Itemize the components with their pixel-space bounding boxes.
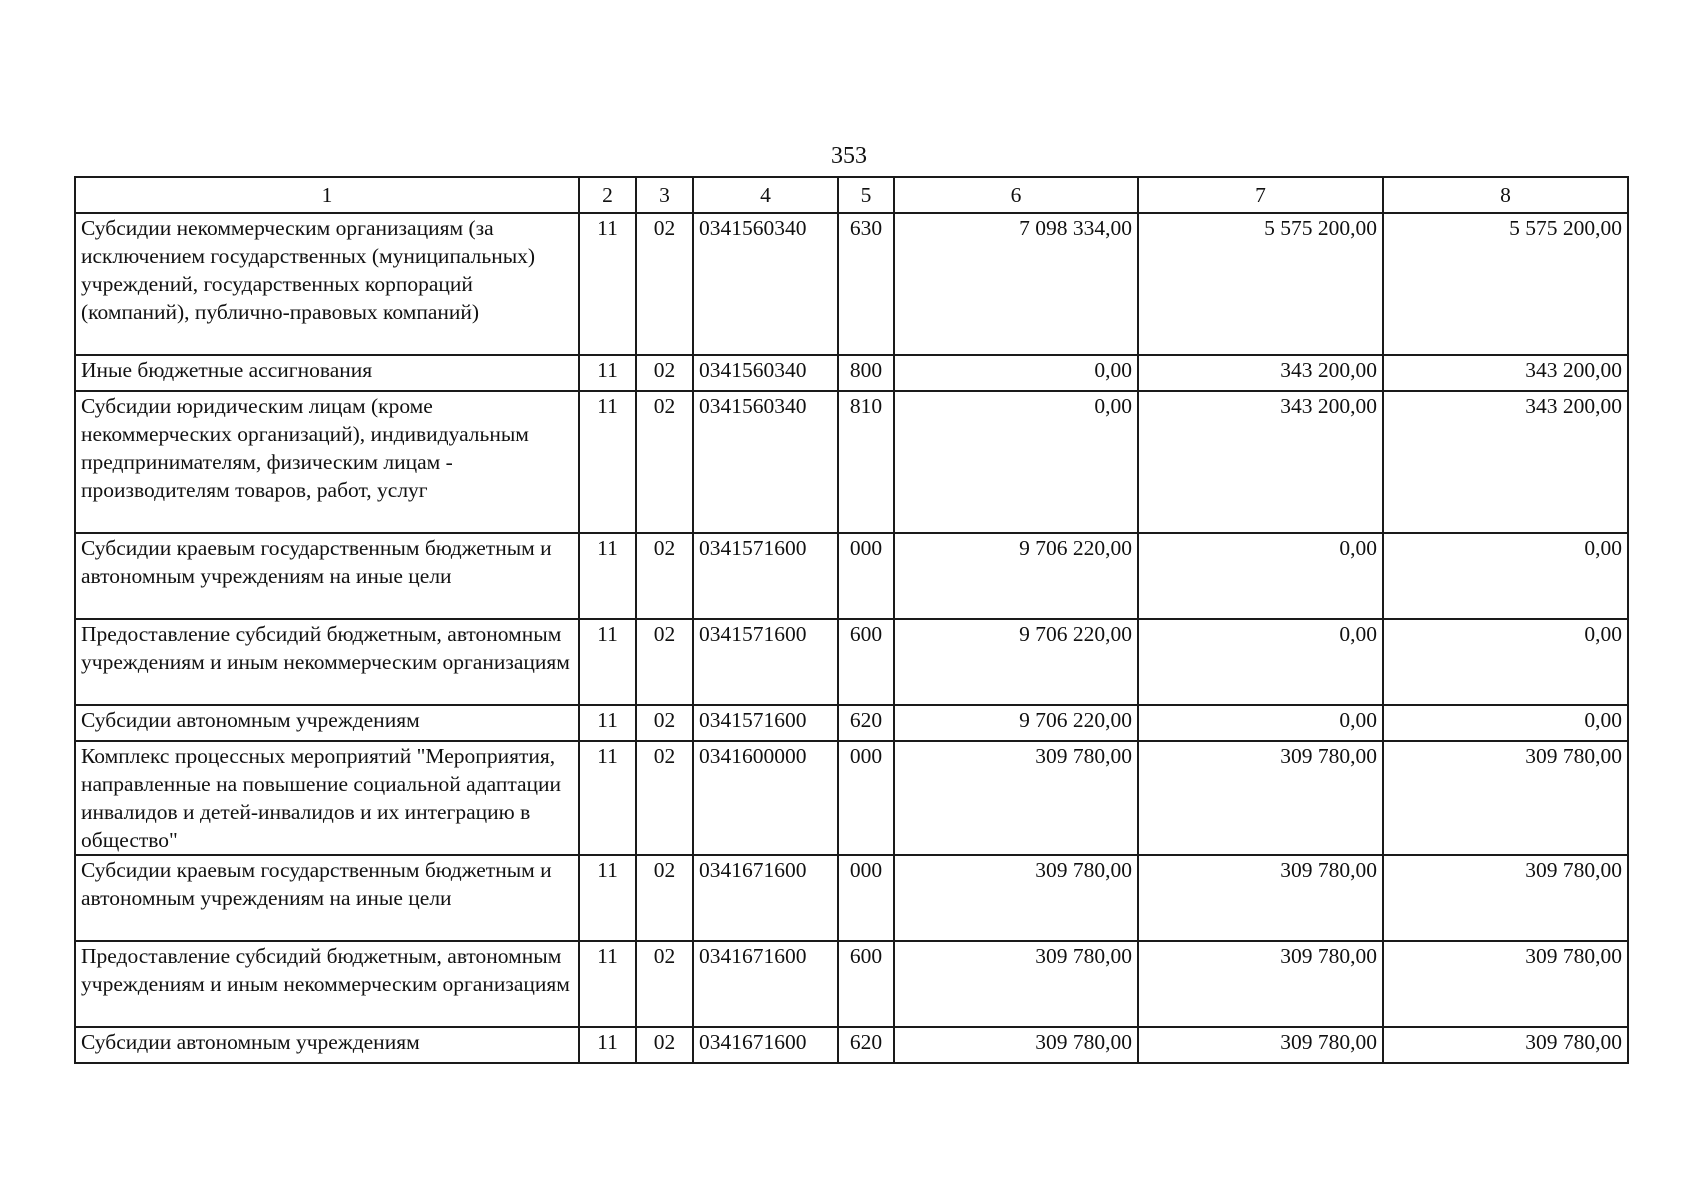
row-subsection: 02 (636, 391, 693, 533)
row-subsection: 02 (636, 741, 693, 855)
row-amount-8: 343 200,00 (1383, 355, 1628, 391)
row-amount-8: 309 780,00 (1383, 741, 1628, 855)
row-expense-type: 800 (838, 355, 894, 391)
row-subsection: 02 (636, 619, 693, 705)
row-expense-type: 000 (838, 855, 894, 941)
table-row (75, 741, 1628, 855)
table-row (75, 355, 1628, 391)
row-expense-type: 000 (838, 741, 894, 855)
row-amount-8: 0,00 (1383, 705, 1628, 741)
table-row (75, 855, 1628, 941)
page-number (0, 142, 1698, 170)
table-row (75, 705, 1628, 741)
row-amount-6: 9 706 220,00 (894, 533, 1138, 619)
row-section: 11 (579, 533, 636, 619)
table-row (75, 941, 1628, 1027)
row-amount-6: 9 706 220,00 (894, 619, 1138, 705)
row-amount-7: 309 780,00 (1138, 855, 1383, 941)
row-name: Субсидии краевым государственным бюджетным и автономным учреждениям на иные цели (75, 855, 579, 941)
row-target-code: 0341671600 (693, 1027, 838, 1063)
column-header-7: 7 (1138, 177, 1383, 213)
row-amount-8: 309 780,00 (1383, 941, 1628, 1027)
row-expense-type: 600 (838, 941, 894, 1027)
table-row (75, 213, 1628, 355)
table-row (75, 619, 1628, 705)
row-amount-7: 309 780,00 (1138, 941, 1383, 1027)
row-expense-type: 630 (838, 213, 894, 355)
row-name: Субсидии краевым государственным бюджетным и автономным учреждениям на иные цели (75, 533, 579, 619)
row-amount-8: 0,00 (1383, 533, 1628, 619)
row-section: 11 (579, 213, 636, 355)
row-amount-7: 0,00 (1138, 705, 1383, 741)
row-subsection: 02 (636, 705, 693, 741)
row-amount-8: 309 780,00 (1383, 1027, 1628, 1063)
row-target-code: 0341671600 (693, 855, 838, 941)
row-section: 11 (579, 741, 636, 855)
row-name: Субсидии юридическим лицам (кроме некоммерческих организаций), индивидуальным предпринимателям, физическим лицам - производителям товаров, работ, услуг (75, 391, 579, 533)
row-name: Предоставление субсидий бюджетным, автономным учреждениям и иным некоммерческим организациям (75, 941, 579, 1027)
row-subsection: 02 (636, 213, 693, 355)
row-amount-6: 309 780,00 (894, 1027, 1138, 1063)
row-subsection: 02 (636, 1027, 693, 1063)
row-expense-type: 620 (838, 705, 894, 741)
row-target-code: 0341600000 (693, 741, 838, 855)
row-name: Иные бюджетные ассигнования (75, 355, 579, 391)
row-target-code: 0341571600 (693, 619, 838, 705)
row-name: Предоставление субсидий бюджетным, автономным учреждениям и иным некоммерческим организациям (75, 619, 579, 705)
row-target-code: 0341560340 (693, 391, 838, 533)
row-target-code: 0341571600 (693, 533, 838, 619)
row-section: 11 (579, 941, 636, 1027)
row-amount-8: 0,00 (1383, 619, 1628, 705)
row-amount-6: 309 780,00 (894, 855, 1138, 941)
row-name: Комплекс процессных мероприятий "Мероприятия, направленные на повышение социальной адаптации инвалидов и детей-инвалидов и их интеграцию в общество" (75, 741, 579, 855)
row-amount-6: 9 706 220,00 (894, 705, 1138, 741)
row-subsection: 02 (636, 855, 693, 941)
row-amount-7: 0,00 (1138, 619, 1383, 705)
column-header-8: 8 (1383, 177, 1628, 213)
row-amount-7: 343 200,00 (1138, 391, 1383, 533)
column-header-6: 6 (894, 177, 1138, 213)
row-target-code: 0341671600 (693, 941, 838, 1027)
row-section: 11 (579, 619, 636, 705)
column-header-1: 1 (75, 177, 579, 213)
column-header-4: 4 (693, 177, 838, 213)
row-subsection: 02 (636, 941, 693, 1027)
row-section: 11 (579, 855, 636, 941)
row-subsection: 02 (636, 355, 693, 391)
row-amount-6: 7 098 334,00 (894, 213, 1138, 355)
row-section: 11 (579, 705, 636, 741)
row-name: Субсидии автономным учреждениям (75, 1027, 579, 1063)
budget-table (74, 176, 1629, 1064)
row-expense-type: 810 (838, 391, 894, 533)
row-target-code: 0341560340 (693, 355, 838, 391)
row-expense-type: 620 (838, 1027, 894, 1063)
row-section: 11 (579, 355, 636, 391)
row-name: Субсидии автономным учреждениям (75, 705, 579, 741)
column-header-5: 5 (838, 177, 894, 213)
row-amount-6: 0,00 (894, 355, 1138, 391)
table-row (75, 1027, 1628, 1063)
row-expense-type: 600 (838, 619, 894, 705)
row-expense-type: 000 (838, 533, 894, 619)
column-header-2: 2 (579, 177, 636, 213)
row-amount-7: 5 575 200,00 (1138, 213, 1383, 355)
row-amount-7: 0,00 (1138, 533, 1383, 619)
column-header-3: 3 (636, 177, 693, 213)
page-number-text: 353 (831, 143, 867, 169)
row-target-code: 0341571600 (693, 705, 838, 741)
row-amount-6: 309 780,00 (894, 941, 1138, 1027)
row-amount-8: 5 575 200,00 (1383, 213, 1628, 355)
row-amount-8: 309 780,00 (1383, 855, 1628, 941)
row-amount-8: 343 200,00 (1383, 391, 1628, 533)
table-row (75, 391, 1628, 533)
row-subsection: 02 (636, 533, 693, 619)
row-amount-7: 343 200,00 (1138, 355, 1383, 391)
row-name: Субсидии некоммерческим организациям (за исключением государственных (муниципальных) учреждений, государственных корпораций (компаний), публично-правовых компаний) (75, 213, 579, 355)
row-section: 11 (579, 1027, 636, 1063)
table-header-row (75, 177, 1628, 213)
row-amount-6: 0,00 (894, 391, 1138, 533)
row-amount-6: 309 780,00 (894, 741, 1138, 855)
row-target-code: 0341560340 (693, 213, 838, 355)
row-section: 11 (579, 391, 636, 533)
row-amount-7: 309 780,00 (1138, 741, 1383, 855)
row-amount-7: 309 780,00 (1138, 1027, 1383, 1063)
table-row (75, 533, 1628, 619)
